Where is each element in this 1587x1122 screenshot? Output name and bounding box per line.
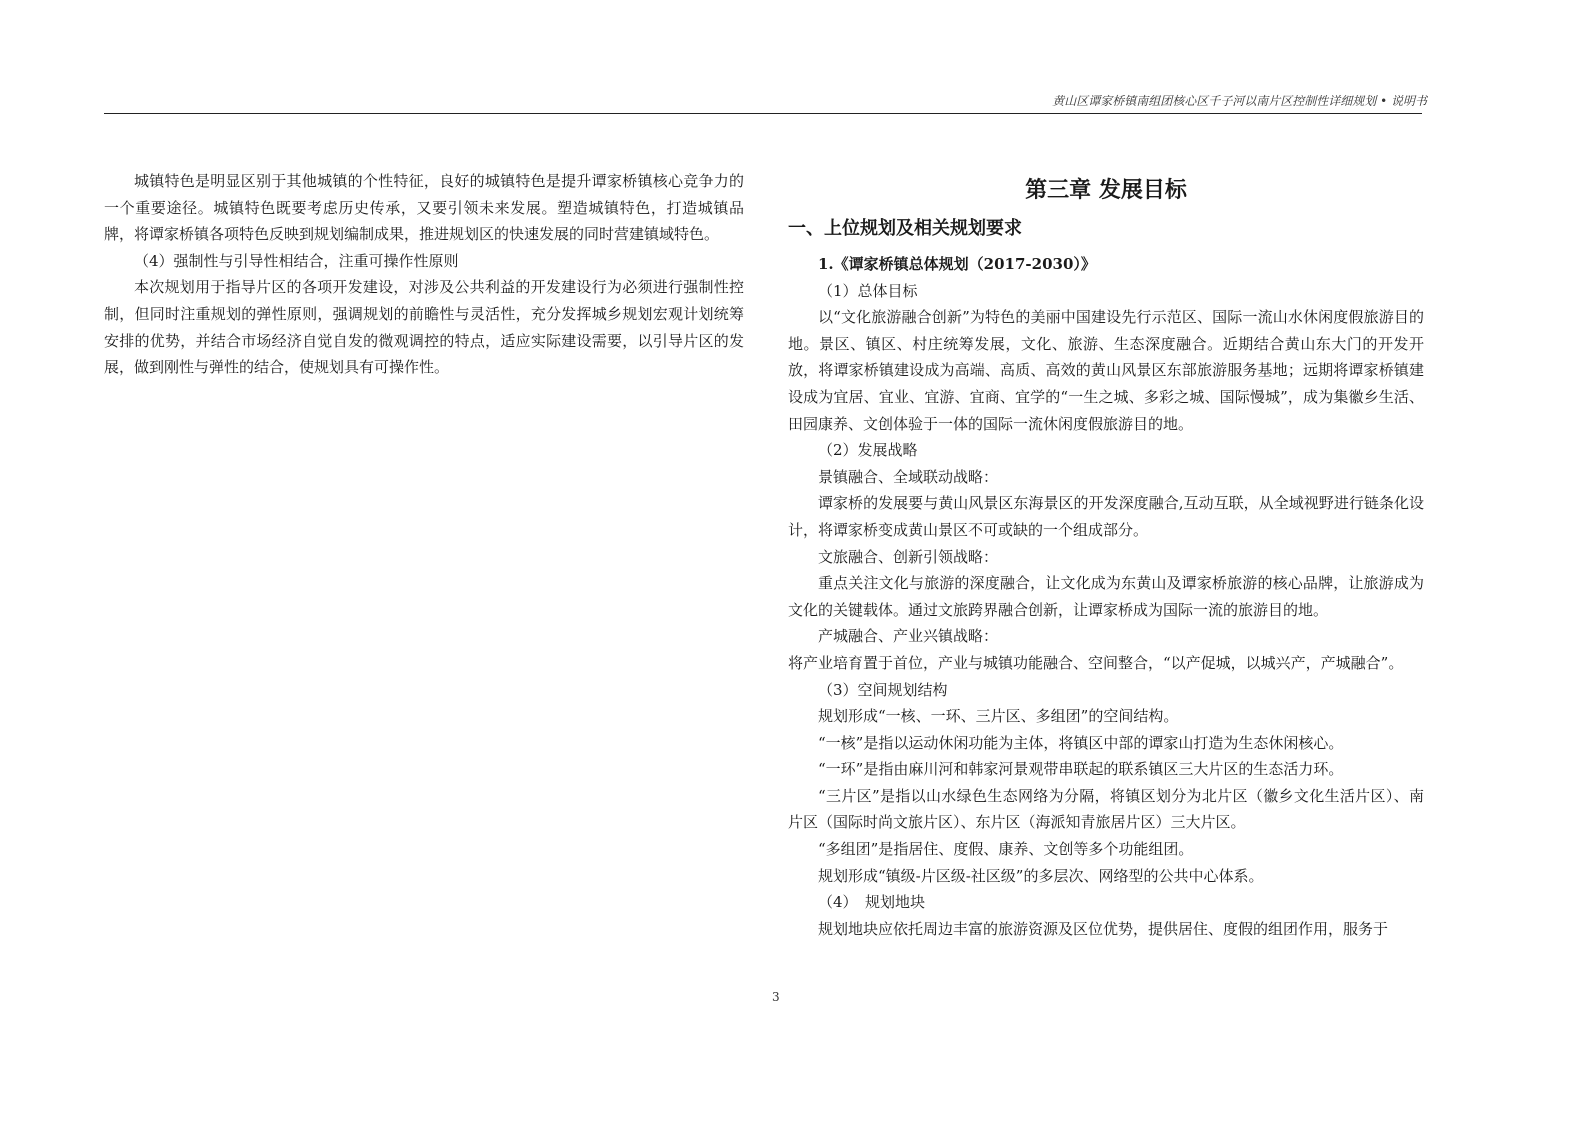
paragraph-three-districts: “三片区”是指以山水绿色生态网络为分隔，将镇区划分为北片区（徽乡文化生活片区）、南片区（国际时尚文旅片区）、东片区（海派知青旅居片区）三大片区。	[788, 786, 1424, 832]
heading-overall-goal: （1）总体目标	[818, 281, 918, 300]
heading-spatial-structure: （3）空间规划结构	[818, 680, 948, 699]
section-title: 一、上位规划及相关规划要求	[788, 218, 1022, 239]
strategy-label-2: 文旅融合、创新引领战略：	[818, 547, 999, 566]
paragraph-center-system: 规划形成“镇级-片区级-社区级”的多层次、网络型的公共中心体系。	[818, 866, 1264, 885]
paragraph-planning-plots: 规划地块应依托周边丰富的旅游资源及区位优势，提供居住、度假的组团作用，服务于	[818, 919, 1389, 938]
heading-strategy: （2）发展战略	[818, 441, 918, 460]
page-number: 3	[772, 990, 780, 1004]
subsection-title: 1.《谭家桥镇总体规划（2017-2030）》	[818, 255, 1096, 273]
paragraph-one-core: “一核”是指以运动休闲功能为主体，将镇区中部的谭家山打造为生态休闲核心。	[818, 733, 1344, 752]
paragraph-multi-clusters: “多组团”是指居住、度假、康养、文创等多个功能组团。	[818, 840, 1194, 859]
principle-heading: （4）强制性与引导性相结合，注重可操作性原则	[134, 251, 459, 270]
heading-planning-plots: （4） 规划地块	[818, 893, 926, 912]
strategy-text-1: 谭家桥的发展要与黄山风景区东海景区的开发深度融合,互动互联，从全域视野进行链条化设计，将谭家桥变成黄山景区不可或缺的一个组成部分。	[788, 494, 1424, 539]
header-title: 黄山区谭家桥镇南组团核心区千子河以南片区控制性详细规划 • 说明书	[1052, 94, 1427, 108]
chapter-title: 第三章 发展目标	[1025, 178, 1187, 203]
strategy-label-1: 景镇融合、全域联动战略：	[818, 467, 999, 486]
paragraph-one-ring: “一环”是指由麻川河和韩家河景观带串联起的联系镇区三大片区的生态活力环。	[818, 760, 1344, 779]
paragraph-town-character: 城镇特色是明显区别于其他城镇的个性特征，良好的城镇特色是提升谭家桥镇核心竞争力的一个重要途径。城镇特色既要考虑历史传承，又要引领未来发展。塑造城镇特色，打造城镇品牌，将谭家桥镇各项特色反映到规划编制成果，推进规划区的快速发展的同时营建镇域特色。	[104, 172, 744, 244]
strategy-text-2: 重点关注文化与旅游的深度融合，让文化成为东黄山及谭家桥旅游的核心品牌，让旅游成为文化的关键载体。通过文旅跨界融合创新，让谭家桥成为国际一流的旅游目的地。	[788, 574, 1424, 619]
header-rule	[104, 113, 1422, 114]
paragraph-overall-goal: 以“文化旅游融合创新”为特色的美丽中国建设先行示范区、国际一流山水休闲度假旅游目的地。景区、镇区、村庄统筹发展，文化、旅游、生态深度融合。近期结合黄山东大门的开发开放，将谭家桥镇建设成为高端、高质、高效的黄山风景区东部旅游服务基地；远期将谭家桥镇建设成为宜居、宜业、宜游、宜商、宜学的“一生之城、多彩之城、国际慢城”，成为集徽乡生活、田园康养、文创体验于一体的国际一流休闲度假旅游目的地。	[788, 308, 1424, 433]
left-column	[104, 168, 744, 381]
paragraph-structure-summary: 规划形成“一核、一环、三片区、多组团”的空间结构。	[818, 707, 1179, 726]
right-column	[788, 168, 1424, 942]
strategy-text-3: 将产业培育置于首位，产业与城镇功能融合、空间整合，“以产促城，以城兴产，产城融合”。	[788, 653, 1404, 672]
strategy-label-3: 产城融合、产业兴镇战略：	[818, 627, 999, 646]
paragraph-operability: 本次规划用于指导片区的各项开发建设，对涉及公共利益的开发建设行为必须进行强制性控制，但同时注重规划的弹性原则，强调规划的前瞻性与灵活性，充分发挥城乡规划宏观计划统筹安排的优势，并结合市场经济自觉自发的微观调控的特点，适应实际建设需要，以引导片区的发展，做到刚性与弹性的结合，使规划具有可操作性。	[104, 278, 744, 377]
